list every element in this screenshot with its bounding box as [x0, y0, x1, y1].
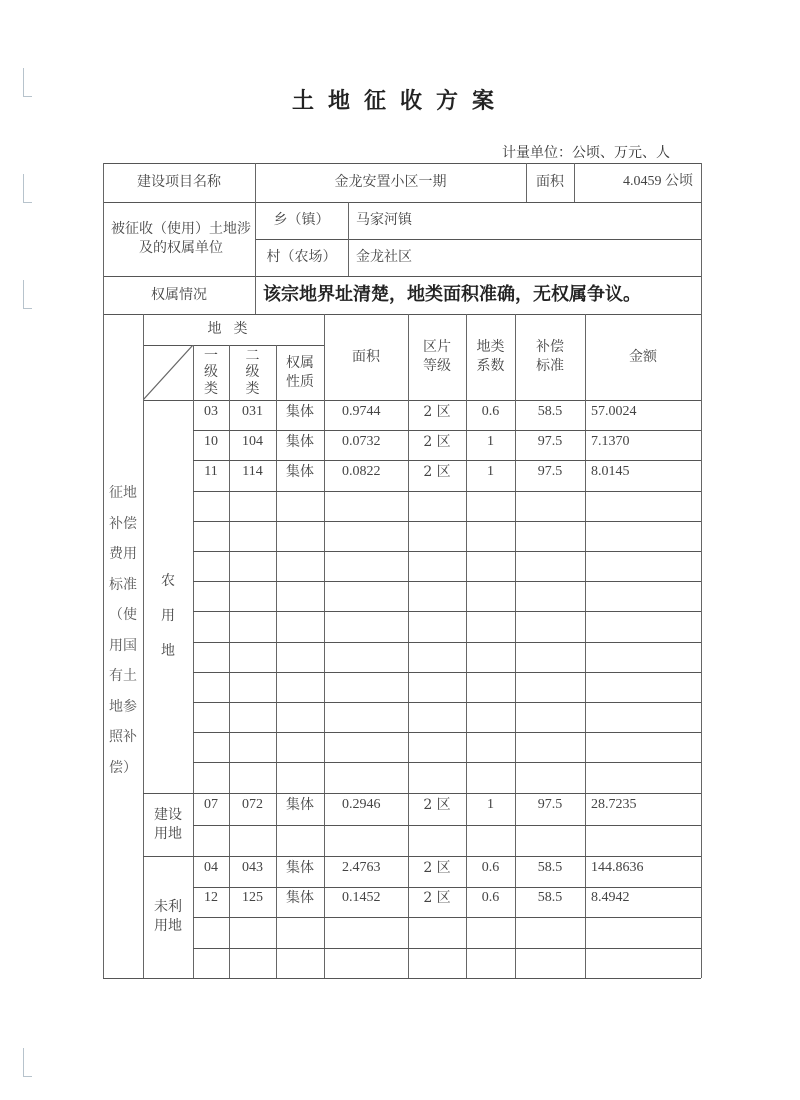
cell-area: 2.4763	[342, 859, 381, 875]
group-label-agricultural	[143, 400, 193, 793]
rule	[193, 491, 701, 492]
cell-area: 0.0822	[342, 464, 381, 480]
section-label-line: 有土	[109, 668, 137, 684]
rule	[193, 611, 701, 612]
project-area-label: 面积	[536, 174, 564, 191]
cell-amount: 8.4942	[591, 890, 630, 906]
cell-area: 0.1452	[342, 890, 381, 906]
binding-mark	[23, 174, 32, 203]
header-land-type: 地类	[207, 321, 260, 338]
cell-land-coef: 1	[487, 797, 494, 813]
rule	[193, 581, 701, 582]
group-label-unused: 未利用地	[154, 899, 182, 934]
rule	[193, 551, 701, 552]
section-label-line: 费用	[109, 546, 137, 562]
cell-level1: 03	[204, 403, 218, 419]
cell-amount: 144.8636	[591, 859, 644, 875]
cell-level2: 043	[242, 859, 263, 875]
cell-ownership-nature: 集体	[286, 433, 314, 450]
cell-land-coef: 0.6	[481, 890, 500, 906]
cell-ownership-nature: 集体	[286, 797, 314, 814]
cell-level1: 07	[204, 797, 218, 813]
section-label	[103, 478, 143, 783]
cell-zone-grade: 2 区	[423, 797, 451, 814]
cell-comp-standard: 58.5	[537, 859, 563, 875]
cell-ownership-nature: 集体	[286, 464, 314, 481]
village-label: 村（农场）	[266, 249, 337, 266]
section-label-line: 用国	[109, 637, 137, 654]
cell-level1: 11	[204, 464, 218, 480]
cell-comp-standard: 97.5	[537, 797, 563, 813]
section-label-line: 补偿	[109, 515, 137, 532]
cell-level2: 031	[242, 403, 263, 419]
rule	[193, 521, 701, 522]
header-ownership-nature: 权属性质	[286, 354, 314, 390]
section-label-line: 标准	[109, 576, 137, 593]
cell-comp-standard: 58.5	[537, 890, 563, 906]
owner-label: 被征收（使用）土地涉及的权属单位	[111, 221, 251, 256]
cell-level2: 104	[242, 433, 263, 449]
ownership-value: 该宗地界址清楚，地类面积准确，无权属争议。	[263, 283, 641, 305]
rule	[193, 825, 701, 826]
header-area: 面积	[352, 348, 380, 365]
binding-mark	[23, 1048, 32, 1077]
cell-area: 0.0732	[342, 433, 381, 449]
binding-mark	[23, 68, 32, 97]
section-label-line: 照补	[109, 729, 137, 745]
rule	[103, 978, 701, 979]
cell-level2: 072	[242, 797, 263, 813]
rule	[193, 702, 701, 703]
group-label-construction: 建设用地	[154, 806, 182, 842]
cell-land-coef: 0.6	[481, 859, 500, 875]
section-label-line: 偿）	[109, 759, 137, 776]
document-title: 土地征收方案	[291, 89, 508, 114]
rule	[701, 163, 702, 978]
cell-level1: 12	[204, 890, 218, 906]
town-value: 马家河镇	[356, 212, 412, 229]
header-diagonal	[143, 345, 193, 400]
header-level1: 一级类	[204, 348, 218, 397]
rule	[193, 917, 701, 918]
header-level2: 二级类	[245, 348, 260, 397]
town-label: 乡（镇）	[273, 212, 330, 229]
rule	[193, 762, 701, 763]
cell-amount: 7.1370	[591, 433, 630, 449]
unit-note: 计量单位：公顷、万元、人	[502, 145, 670, 161]
header-land-coef: 地类系数	[476, 339, 505, 374]
cell-land-coef: 0.6	[481, 403, 500, 419]
cell-land-coef: 1	[487, 464, 494, 480]
rule	[193, 732, 701, 733]
header-amount: 金额	[629, 348, 657, 365]
group-label-text: 农用地	[161, 573, 175, 659]
rule	[193, 672, 701, 673]
cell-ownership-nature: 集体	[286, 890, 314, 907]
section-label-line: （使	[109, 607, 137, 623]
cell-area: 0.9744	[342, 403, 381, 419]
cell-level2: 125	[242, 890, 263, 906]
section-label-line: 地参	[109, 698, 137, 715]
cell-ownership-nature: 集体	[286, 859, 314, 876]
rule	[193, 642, 701, 643]
cell-land-coef: 1	[487, 433, 494, 449]
cell-comp-standard: 97.5	[537, 433, 563, 449]
header-comp-standard: 补偿标准	[536, 339, 564, 374]
cell-level1: 04	[204, 859, 218, 875]
cell-amount: 57.0024	[591, 403, 637, 419]
cell-zone-grade: 2 区	[423, 859, 451, 876]
cell-area: 0.2946	[342, 797, 381, 813]
section-label-line: 征地	[109, 485, 137, 501]
cell-level2: 114	[242, 464, 263, 480]
cell-comp-standard: 58.5	[537, 403, 563, 419]
project-area-value: 4.0459 公顷	[623, 174, 693, 190]
header-zone-grade: 区片等级	[423, 339, 451, 374]
project-name-value: 金龙安置小区一期	[334, 174, 447, 191]
cell-zone-grade: 2 区	[423, 433, 451, 450]
cell-amount: 28.7235	[591, 797, 637, 813]
rule	[193, 948, 701, 949]
cell-amount: 8.0145	[591, 464, 630, 480]
project-name-label: 建设项目名称	[137, 174, 221, 191]
ownership-label: 权属情况	[151, 286, 207, 303]
cell-comp-standard: 97.5	[537, 464, 563, 480]
cell-zone-grade: 2 区	[423, 890, 451, 907]
cell-ownership-nature: 集体	[286, 403, 314, 420]
cell-level1: 10	[204, 433, 218, 449]
village-value: 金龙社区	[356, 249, 412, 266]
cell-zone-grade: 2 区	[423, 464, 451, 481]
binding-mark	[23, 280, 32, 309]
cell-zone-grade: 2 区	[423, 403, 451, 420]
